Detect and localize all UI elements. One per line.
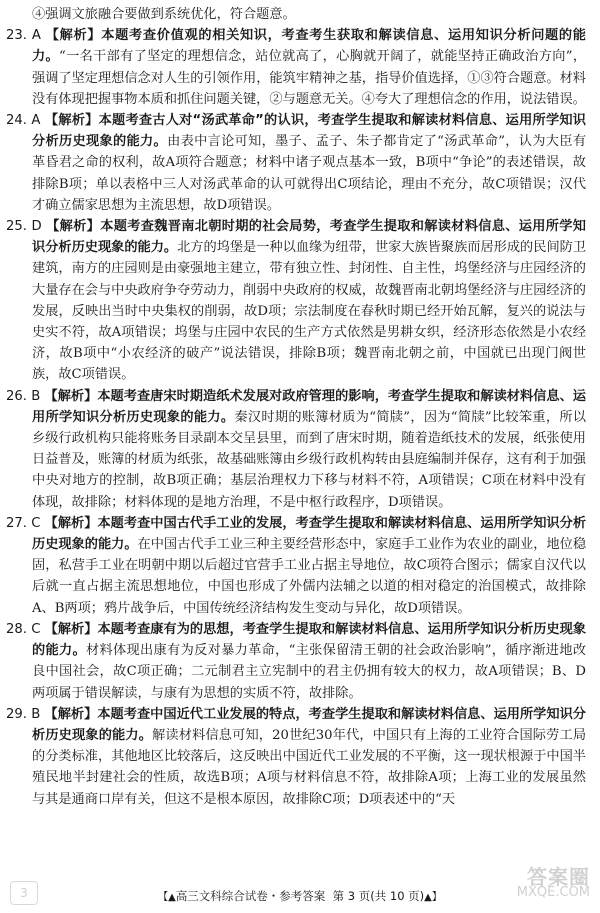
answer-letter: C [31, 515, 41, 531]
lead-text: ④强调文旅融合要做到系统优化，符合题意。 [32, 7, 296, 22]
question-number: 25. [6, 219, 27, 235]
analysis-body: 秦汉时期的账簿材质为“简牍”，因为“简牍”比较笨重，所以乡级行政机构只能将账务目录副本交呈县里，而到了唐宋时期，随着造纸技术的发展，纸张使用日益普及，账簿的材质为纸张，故基础账簿由乡级行政机构转由县庭编制并保存，这有利于加强中央对地方的控制，故B项正确；基层治理权力下移与材料不符，A项错误；C项在材料中没有体现，故排除；材料体现的是地方治理，不是中枢行政程序，D项错误。 [32, 409, 587, 510]
answer-letter: D [31, 219, 42, 235]
analysis-tag: 【解析】 [44, 621, 98, 637]
analysis-body: “一名干部有了坚定的理想信念，站位就高了，心胸就开阔了，就能坚持正确政治方向”，强调了坚定理想信念对人生的引领作用，能筑牢精神之基，指导价值选择，①③符合题意。材料没有体现把握事物本质和抓住问题关键，②与题意无关。④夸大了理想信念的作用，说法错误。 [32, 49, 587, 107]
analysis-topic: 本题考查唐宋时期造纸术发展对政府管理的影响，考查学生提取和解读材料信息、运用所学知识分析历史现象的能力。 [32, 388, 586, 425]
watermark-line2: MXQE.COM [516, 885, 590, 900]
analysis-body: 北方的坞堡是一种以血缘为纽带，世家大族皆聚族而居形成的民间防卫建筑，南方的庄园则是由豪强地主建立，带有独立性、封闭性、自主性，坞堡经济与庄园经济的大量存在会与中央政府争夺劳动力，削弱中央政府的权威，故魏晋南北朝坞堡经济与庄园经济的发展，反映出当时中央集权的削弱，故D项；宗法制度在春秋时期已经开始瓦解，复兴的说法与史实不符，故A项错误；坞堡与庄园中农民的生产方式依然是男耕女织，经济形态依然是小农经济，故B项中“小农经济的破产”说法错误，排除B项；魏晋南北朝之前，中国就已出现门阀世族，故C项错误。 [32, 240, 587, 383]
answer-item [6, 110, 586, 216]
answer-item [6, 513, 586, 619]
question-number: 29. [6, 706, 27, 722]
analysis-tag: 【解析】 [44, 388, 98, 404]
answer-item [6, 386, 586, 513]
analysis-body: 由表中言论可知，墨子、孟子、朱子都肯定了“汤武革命”，认为大臣有革昏君之命的权利，故A项符合题意；材料中诸子观点基本一致，B项中“争论”的表述错误，故排除B项；单以表格中三人对汤武革命的认可就得出C项结论，理由不充分，故C项错误；汉代才确立儒家思想为主流思想，故D项错误。 [32, 134, 587, 213]
analysis-topic: 本题考查中国近代工业发展的特点，考查学生提取和解读材料信息、运用所学知识分析历史现象的能力。 [32, 706, 586, 743]
watermark-logo [480, 865, 590, 909]
answer-letter: C [31, 621, 41, 637]
answer-letter: A [31, 28, 41, 44]
answer-letter: B [31, 388, 41, 404]
analysis-body: 材料体现出康有为反对暴力革命，“主张保留清王朝的社会政治影响”，循序渐进地改良中国社会，故C项正确；二元制君主立宪制中的君主仍拥有较大的权力，故A项错误；B、D两项属于错误解读，与康有为思想的实质不符，故排除。 [32, 643, 587, 701]
answer-list [6, 25, 586, 810]
question-number: 26. [6, 388, 27, 404]
analysis-body: 解读材料信息可知，20世纪30年代，中国只有上海的工业符合国际劳工局的分类标准，其他地区比较落后，这反映出中国近代工业发展的不平衡，这一现状根源于中国半殖民地半封建社会的性质，故选B项；A项与材料信息不符，故排除A项；上海工业的发展虽然与其是通商口岸有关，但这不是根本原因，故排除C项；D项表述中的“天 [32, 727, 587, 807]
footer-left-triangle: 【▲ [158, 892, 176, 903]
answer-item [6, 216, 586, 386]
question-number: 27. [6, 515, 27, 531]
footer-title: 高三文科综合试卷・参考答案 [175, 889, 326, 903]
answer-letter: B [31, 706, 41, 722]
answer-item [6, 704, 586, 810]
analysis-body: 在中国古代手工业三种主要经营形态中，家庭手工业作为农业的副业，地位稳固，私营手工业在明朝中期以后超过官营手工业占据主导地位，故C项符合图示；儒家自汉代以后就一直占据主流思想地位，中国也形成了外儒内法辅之以道的相对稳定的治国模式，故排除A、B两项；鸦片战争后，中国传统经济结构发生变动与异化，故D项错误。 [32, 537, 587, 616]
analysis-topic: 本题考查古人对“汤武革命”的认识，考查学生提取和解读材料信息、运用所学知识分析历史现象的能力。 [32, 113, 586, 150]
watermark-line1: 答案圈 [527, 865, 590, 889]
question-number: 28. [6, 621, 27, 637]
answer-item [6, 25, 586, 110]
analysis-topic: 本题考查魏晋南北朝时期的社会局势，考查学生提取和解读材料信息、运用所学知识分析历史现象的能力。 [32, 219, 586, 256]
page-corner-mark: 3 [10, 881, 38, 905]
answer-item [6, 619, 586, 704]
question-number: 23. [6, 28, 27, 44]
footer-right-triangle: ▲】 [424, 892, 442, 903]
analysis-topic: 本题考查康有为的思想，考查学生提取和解读材料信息、运用所学知识分析历史现象的能力。 [32, 621, 587, 659]
analysis-tag: 【解析】 [44, 113, 99, 129]
analysis-topic: 本题考查价值观的相关知识，考查考生获取和解读信息、运用知识分析问题的能力。 [32, 28, 586, 65]
analysis-tag: 【解析】 [46, 219, 101, 235]
analysis-tag: 【解析】 [44, 515, 98, 531]
footer-page-number: 第 3 页(共 10 页) [332, 889, 425, 903]
answer-letter: A [31, 113, 41, 129]
analysis-topic: 本题考查中国古代手工业的发展，考查学生提取和解读材料信息、运用所学知识分析历史现象的能力。 [32, 515, 587, 553]
question-number: 24. [6, 113, 27, 129]
analysis-tag: 【解析】 [44, 706, 98, 722]
analysis-tag: 【解析】 [45, 28, 102, 44]
